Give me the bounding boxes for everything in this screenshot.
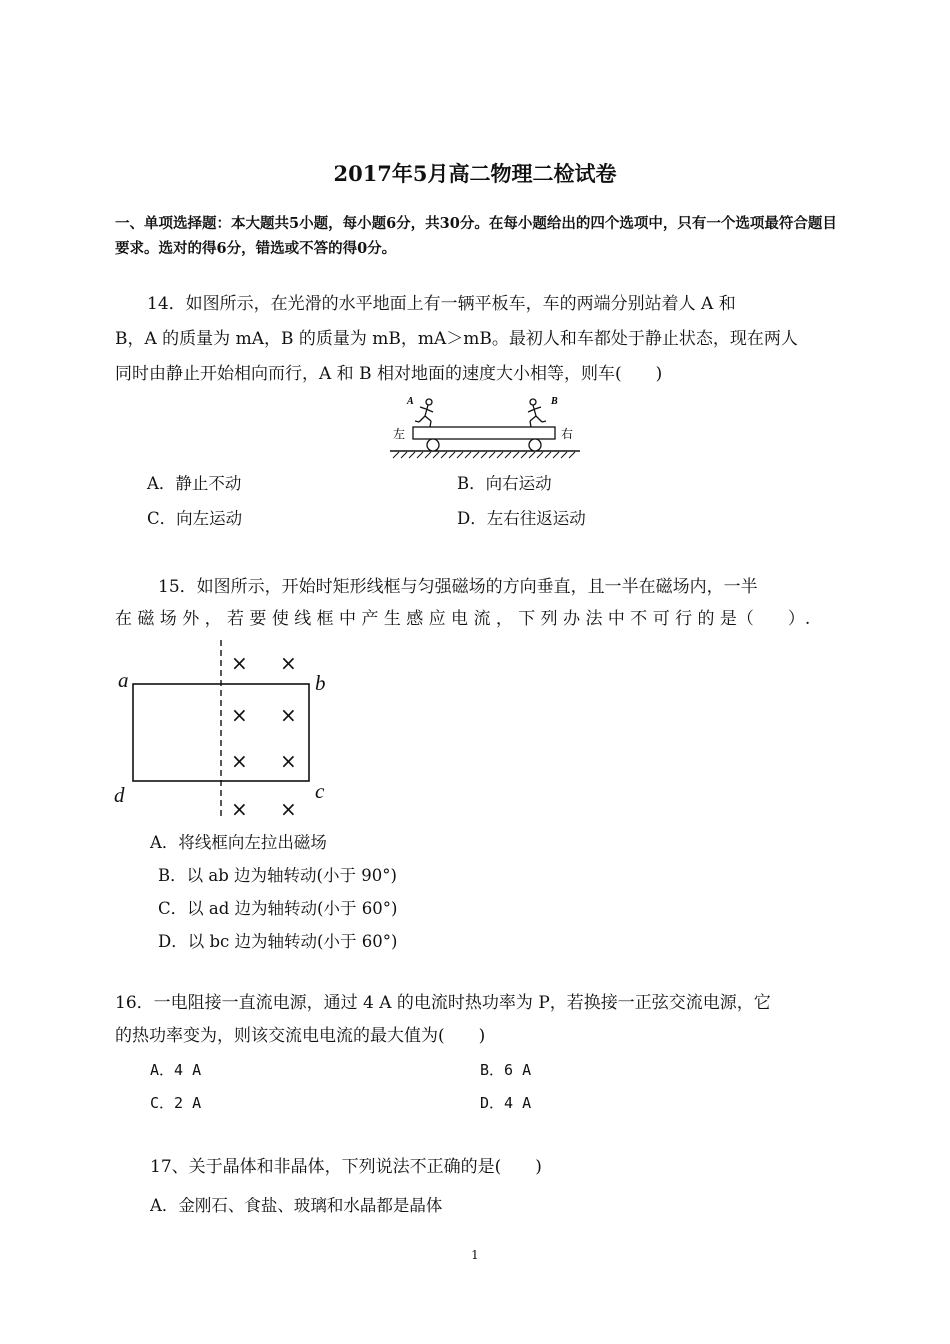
q15-line1: 15．如图所示，开始时矩形线框与匀强磁场的方向垂直，且一半在磁场内，一半	[158, 577, 758, 597]
q14-line2: B，A 的质量为 mA，B 的质量为 mB，mA＞mB。最初人和车都处于静止状态，现在两人	[115, 329, 798, 349]
q16-option-a: A．4 A	[150, 1061, 202, 1079]
svg-text:×: ×	[280, 797, 297, 821]
q15-line2: 在 磁 场 外 ， 若 要 使 线 框 中 产 生 感 应 电 流 ， 下 列 办 法 中 不 可 行 的 是（ ）.	[115, 609, 811, 629]
svg-text:×: ×	[280, 749, 297, 773]
cart-figure	[385, 392, 585, 464]
q14-line3: 同时由静止开始相向而行，A 和 B 相对地面的速度大小相等，则车( )	[115, 364, 663, 384]
q16-line2: 的热功率变为，则该交流电电流的最大值为( )	[115, 1026, 486, 1046]
q16-line1: 16．一电阻接一直流电源，通过 4 A 的电流时热功率为 P，若换接一正弦交流电源，它	[115, 993, 771, 1013]
svg-text:×: ×	[231, 703, 248, 727]
coil-figure	[110, 638, 340, 823]
q15-option-d: D．以 bc 边为轴转动(小于 60°)	[158, 932, 398, 951]
svg-text:×: ×	[280, 651, 297, 675]
q14-option-c: C．向左运动	[147, 509, 243, 528]
corner-c: c	[315, 779, 325, 803]
svg-text:×: ×	[280, 703, 297, 727]
label-left: 左	[393, 427, 406, 441]
q15-option-b: B．以 ab 边为轴转动(小于 90°)	[158, 866, 397, 885]
q15-option-a: A．将线框向左拉出磁场	[150, 833, 327, 852]
corner-d: d	[114, 783, 125, 807]
q16-option-b: B．6 A	[480, 1061, 532, 1079]
page-number: 1	[471, 1248, 479, 1262]
q15-option-c: C．以 ad 边为轴转动(小于 60°)	[158, 899, 398, 918]
label-right: 右	[561, 427, 574, 441]
page-title: 2017年5月高二物理二检试卷	[333, 161, 617, 186]
q17-line1: 17、关于晶体和非晶体，下列说法不正确的是( )	[150, 1157, 542, 1177]
label-a: A	[407, 396, 414, 407]
q14-line1: 14．如图所示，在光滑的水平地面上有一辆平板车，车的两端分别站着人 A 和	[147, 294, 736, 314]
q14-option-a: A．静止不动	[147, 474, 242, 493]
q14-option-d: D．左右往返运动	[457, 509, 586, 528]
q16-option-d: D．4 A	[480, 1094, 532, 1112]
section-heading: 一、单项选择题：本大题共5小题，每小题6分，共30分。在每小题给出的四个选项中，只有一个选项最符合题目要求。选对的得6分，错选或不答的得0分。	[115, 215, 837, 257]
q16-option-c: C．2 A	[150, 1094, 202, 1112]
q14-option-b: B．向右运动	[457, 474, 552, 493]
corner-b: b	[315, 671, 326, 695]
svg-text:×: ×	[231, 797, 248, 821]
svg-text:×: ×	[231, 749, 248, 773]
q17-option-a: A．金刚石、食盐、玻璃和水晶都是晶体	[150, 1196, 443, 1215]
corner-a: a	[118, 668, 129, 692]
label-b: B	[551, 396, 558, 407]
svg-text:×: ×	[231, 651, 248, 675]
